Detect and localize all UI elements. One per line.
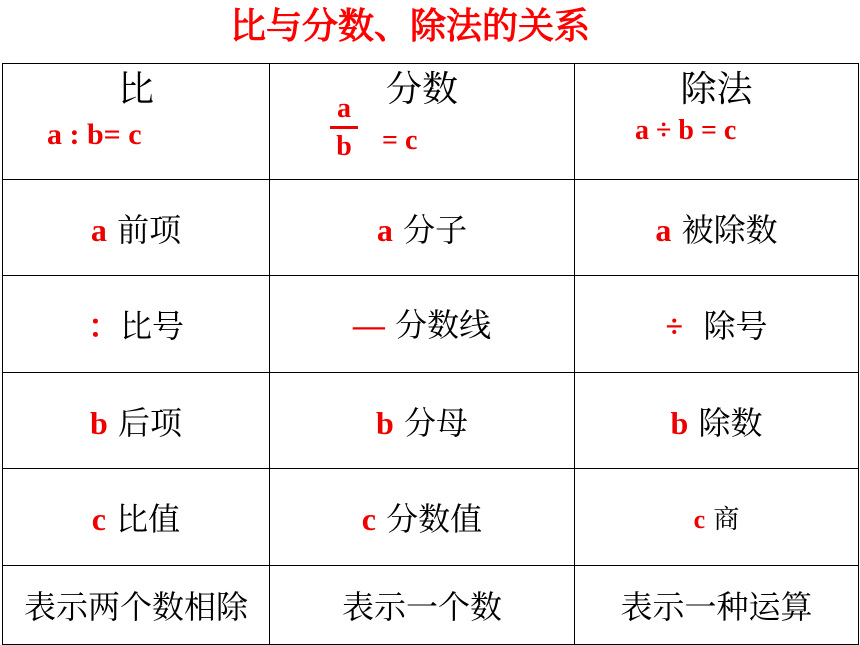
table-row (3, 469, 859, 566)
header-fraction (270, 64, 575, 180)
cell-label: 分子 (403, 210, 468, 249)
cell-symbol: ： (87, 308, 120, 344)
fraction-numerator: a (337, 93, 351, 124)
cell-label: 分数值 (386, 500, 483, 538)
table-cell (3, 469, 270, 566)
header-fraction-label: 分数 (385, 69, 458, 110)
table-row (3, 180, 859, 276)
cell-label: 比号 (120, 307, 185, 345)
meaning-ratio: 表示两个数相除 (3, 566, 270, 645)
table-cell (270, 373, 575, 469)
table-cell (3, 373, 270, 469)
cell-label: 被除数 (681, 210, 778, 249)
cell-symbol: — (352, 307, 385, 343)
division-formula: a ÷ b = c (635, 115, 737, 146)
cell-symbol: a (90, 211, 107, 248)
cell-symbol: c (91, 501, 106, 537)
table-cell (575, 276, 859, 373)
cell-symbol: b (376, 404, 394, 441)
table-cell (270, 180, 575, 276)
page-title: 比与分数、除法的关系 (229, 6, 590, 47)
cell-label: 比值 (116, 500, 181, 538)
fraction-equals: = c (382, 125, 418, 156)
cell-symbol: b (670, 404, 689, 441)
ratio-formula: a : b= c (47, 118, 142, 151)
table-cell (3, 180, 270, 276)
table-row (3, 566, 859, 645)
cell-symbol: a (655, 211, 672, 248)
meaning-division: 表示一种运算 (575, 566, 859, 645)
table-cell (270, 276, 575, 373)
cell-symbol: c (361, 501, 376, 537)
fraction-bar (330, 126, 358, 129)
relation-table (2, 63, 859, 645)
header-division-label: 除法 (680, 69, 753, 110)
table-cell (575, 180, 859, 276)
table-cell (270, 469, 575, 566)
header-ratio-label: 比 (117, 69, 154, 110)
table-cell (3, 276, 270, 373)
header-ratio (3, 64, 270, 180)
header-division (575, 64, 859, 180)
table-header-row (3, 64, 859, 180)
table-cell (575, 373, 859, 469)
cell-symbol: ÷ (665, 308, 684, 344)
meaning-fraction: 表示一个数 (270, 566, 575, 645)
cell-label: 分数线 (395, 306, 492, 344)
table-cell (575, 469, 859, 566)
table-row (3, 373, 859, 469)
fraction-denominator: b (336, 131, 352, 162)
cell-label: 商 (713, 504, 740, 535)
cell-label: 分母 (403, 403, 468, 442)
table-row (3, 276, 859, 373)
cell-symbol: c (693, 504, 706, 534)
cell-label: 前项 (117, 210, 182, 249)
fraction-formula (328, 94, 360, 162)
cell-label: 除数 (698, 403, 763, 442)
cell-label: 除号 (703, 307, 768, 345)
cell-symbol: a (376, 211, 393, 248)
cell-symbol: b (90, 404, 108, 441)
cell-label: 后项 (117, 403, 182, 442)
